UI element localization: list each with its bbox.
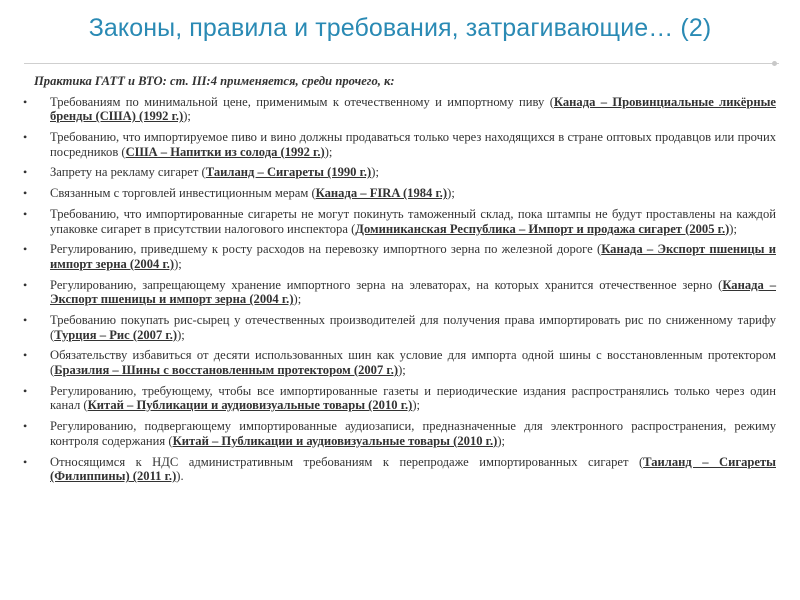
item-text: Требованию, что импортируемое пиво и вино должны продаваться только через находящихся в стране оптовых продавцов или прочих посредников ( — [50, 129, 776, 159]
case-citation: Китай – Публикации и аудиовизуальные товары (2010 г.) — [87, 398, 413, 413]
bullet-icon: • — [23, 206, 28, 221]
bullet-icon: • — [23, 165, 28, 180]
item-text: Относящимся к НДС административным требованиям к перепродаже импортированных сигарет ( — [50, 454, 644, 469]
case-citation: Канада – FIRA (1984 г.) — [315, 186, 448, 201]
item-text: Регулированию, подвергающему импортированные аудиозаписи, предназначенные для электронного распространения, режиму контроля содержания ( — [50, 419, 776, 448]
list-item — [20, 384, 776, 413]
item-text: Регулированию, приведшему к росту расходов на перевозку импортного зерна по железной дороге ( — [50, 242, 602, 257]
item-end: ); — [174, 256, 182, 271]
bullet-icon: • — [23, 242, 28, 257]
item-text: Требованию покупать рис-сырец у отечественных производителей для получения права импортировать рис по сниженному тарифу ( — [50, 313, 776, 342]
intro-text: Практика ГАТТ и ВТО: ст. III:4 применяется, среди прочего, к: — [34, 74, 395, 88]
item-end: ); — [497, 433, 506, 448]
item-end: ); — [371, 165, 379, 180]
title-divider — [24, 63, 779, 64]
item-end: ); — [412, 398, 421, 413]
list-item — [20, 95, 776, 124]
item-text: Регулированию, требующему, чтобы все импортированные газеты и периодические издания распространялись только через один канал ( — [50, 383, 776, 413]
bullet-icon: • — [23, 383, 28, 398]
bullet-icon: • — [23, 348, 28, 363]
bullet-icon: • — [23, 277, 28, 292]
item-end: ); — [398, 363, 406, 377]
item-text: Требованию, что импортированные сигареты не могут покинуть таможенный склад, пока штампы не будут проставлены на каждой упаковке сигарет в присутствии налогового инспектора ( — [50, 206, 776, 236]
case-citation: Китай – Публикации и аудиовизуальные товары (2010 г.) — [172, 433, 498, 448]
item-end: ); — [729, 221, 737, 236]
bullet-icon: • — [23, 419, 28, 434]
case-citation: Канада – Провинциальные ликёрные бренды (США) (1992 г.) — [50, 94, 777, 124]
case-citation: Канада – Экспорт пшеницы и импорт зерна (2004 г.) — [50, 242, 776, 271]
case-citation: Бразилия – Шины с восстановленным протектором (2007 г.) — [54, 363, 399, 377]
case-citation: Доминиканская Республика – Импорт и продажа сигарет (2005 г.) — [355, 221, 730, 236]
slide-body — [20, 74, 776, 490]
slide-title: Законы, правила и требования, затрагивающие… (2) — [88, 14, 712, 42]
case-citation: Турция – Рис (2007 г.) — [54, 327, 178, 342]
list-item — [20, 348, 776, 377]
bullet-icon: • — [23, 454, 28, 469]
item-text: Требованиям по минимальной цене, применимым к отечественному и импортному пиву ( — [50, 94, 554, 109]
list-item — [20, 242, 776, 271]
list-item — [20, 130, 776, 159]
item-end: ); — [324, 144, 333, 159]
item-text: Регулированию, запрещающему хранение импортного зерна на элеваторах, на которых хранится отечественное зерно ( — [50, 277, 723, 292]
item-text: Обязательству избавиться от десяти использованных шин как условие для импорта одной шины с восстановленным протектором ( — [50, 348, 776, 377]
item-end: ); — [183, 109, 191, 124]
case-citation: Таиланд – Сигареты (1990 г.) — [205, 165, 372, 180]
list-item — [20, 207, 776, 236]
bullet-icon: • — [23, 94, 28, 109]
bullet-icon: • — [23, 186, 28, 201]
item-end: ); — [293, 292, 302, 307]
case-citation: Таиланд – Сигареты (Филиппины) (2011 г.) — [50, 454, 776, 484]
item-end: ); — [447, 186, 455, 201]
list-item — [20, 313, 776, 342]
list-item — [20, 419, 776, 448]
divider-end-dot — [772, 61, 777, 66]
case-citation: США – Напитки из солода (1992 г.) — [125, 144, 325, 159]
case-citation: Канада – Экспорт пшеницы и импорт зерна (2004 г.) — [50, 277, 776, 307]
list-item — [20, 455, 776, 484]
item-text: Связанным с торговлей инвестиционным мерам ( — [50, 186, 316, 201]
list-item — [20, 165, 776, 180]
item-end: ). — [176, 469, 184, 484]
item-text: Запрету на рекламу сигарет ( — [50, 165, 206, 180]
item-end: ); — [177, 327, 185, 342]
bullet-icon: • — [23, 129, 28, 144]
bullet-icon: • — [23, 313, 28, 328]
list-item — [20, 278, 776, 307]
list-item — [20, 186, 776, 201]
bullet-list — [20, 95, 776, 484]
